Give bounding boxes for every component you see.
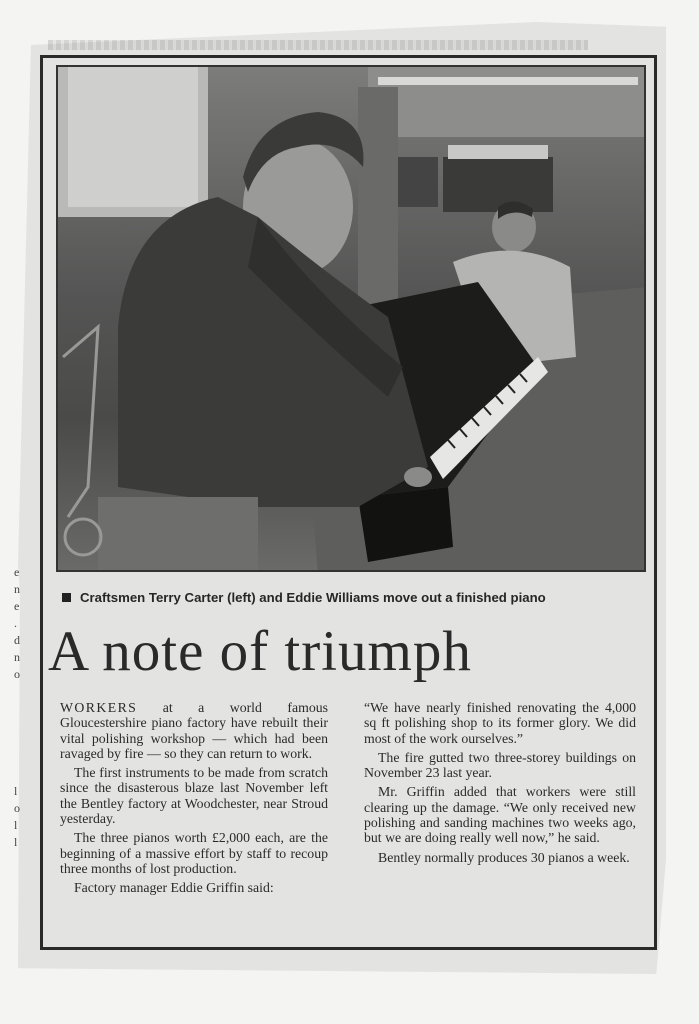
- article-paragraph: Bentley normally produces 30 pianos a week.: [378, 849, 630, 865]
- scrap-letter: d: [14, 633, 20, 647]
- article-paragraph: “We have nearly finished renovating the 4,000 sq ft polishing shop to its former glory. We did most of the work ourselves.”: [364, 700, 636, 746]
- scrap-letter: e: [14, 599, 20, 613]
- article-paragraph: Mr. Griffin added that workers were still clearing up the damage. “We only received new polishing and sanding machines two weeks ago, but we are doing really well now,” he said.: [364, 784, 636, 846]
- photo-caption: [62, 590, 652, 605]
- scrap-letter: .: [14, 616, 17, 630]
- scrap-letter: l: [14, 835, 18, 849]
- scrap-letter: n: [14, 582, 20, 596]
- scrap-letter: l: [14, 818, 18, 832]
- article-headline: A note of triumph: [48, 620, 472, 683]
- article-paragraph: The three pianos worth £2,000 each, are the beginning of a massive effort by staff to recoup three months of lost production.: [60, 830, 328, 876]
- article-column-right: [364, 700, 636, 865]
- article-column-left: [60, 700, 328, 896]
- article-paragraph: Factory manager Eddie Griffin said:: [74, 880, 274, 896]
- scrap-letter: l: [14, 784, 18, 798]
- paragraph-text: at a world famous Gloucestershire piano factory have rebuilt their vital polishing workshop — which had been ravaged by fire — so they can return to work.: [60, 700, 328, 761]
- photo-illustration: [58, 67, 646, 572]
- caption-bullet: [62, 593, 71, 602]
- torn-masthead-strip: [48, 40, 588, 50]
- article-photo: [56, 65, 646, 572]
- scrap-letter: o: [14, 801, 20, 815]
- scrap-letter: n: [14, 650, 20, 664]
- adjacent-article-scraps: [14, 564, 28, 851]
- article-paragraph: The first instruments to be made from scratch since the disasterous blaze last November left the Bentley factory at Woodchester, near Stroud yesterday.: [60, 765, 328, 827]
- lead-word: WORKERS: [60, 700, 138, 715]
- article-paragraph: [60, 700, 328, 761]
- scrap-letter: e: [14, 565, 20, 579]
- article-paragraph: The fire gutted two three-storey buildings on November 23 last year.: [364, 749, 636, 781]
- scrap-letter: o: [14, 667, 20, 681]
- caption-text: Craftsmen Terry Carter (left) and Eddie Williams move out a finished piano: [80, 590, 546, 605]
